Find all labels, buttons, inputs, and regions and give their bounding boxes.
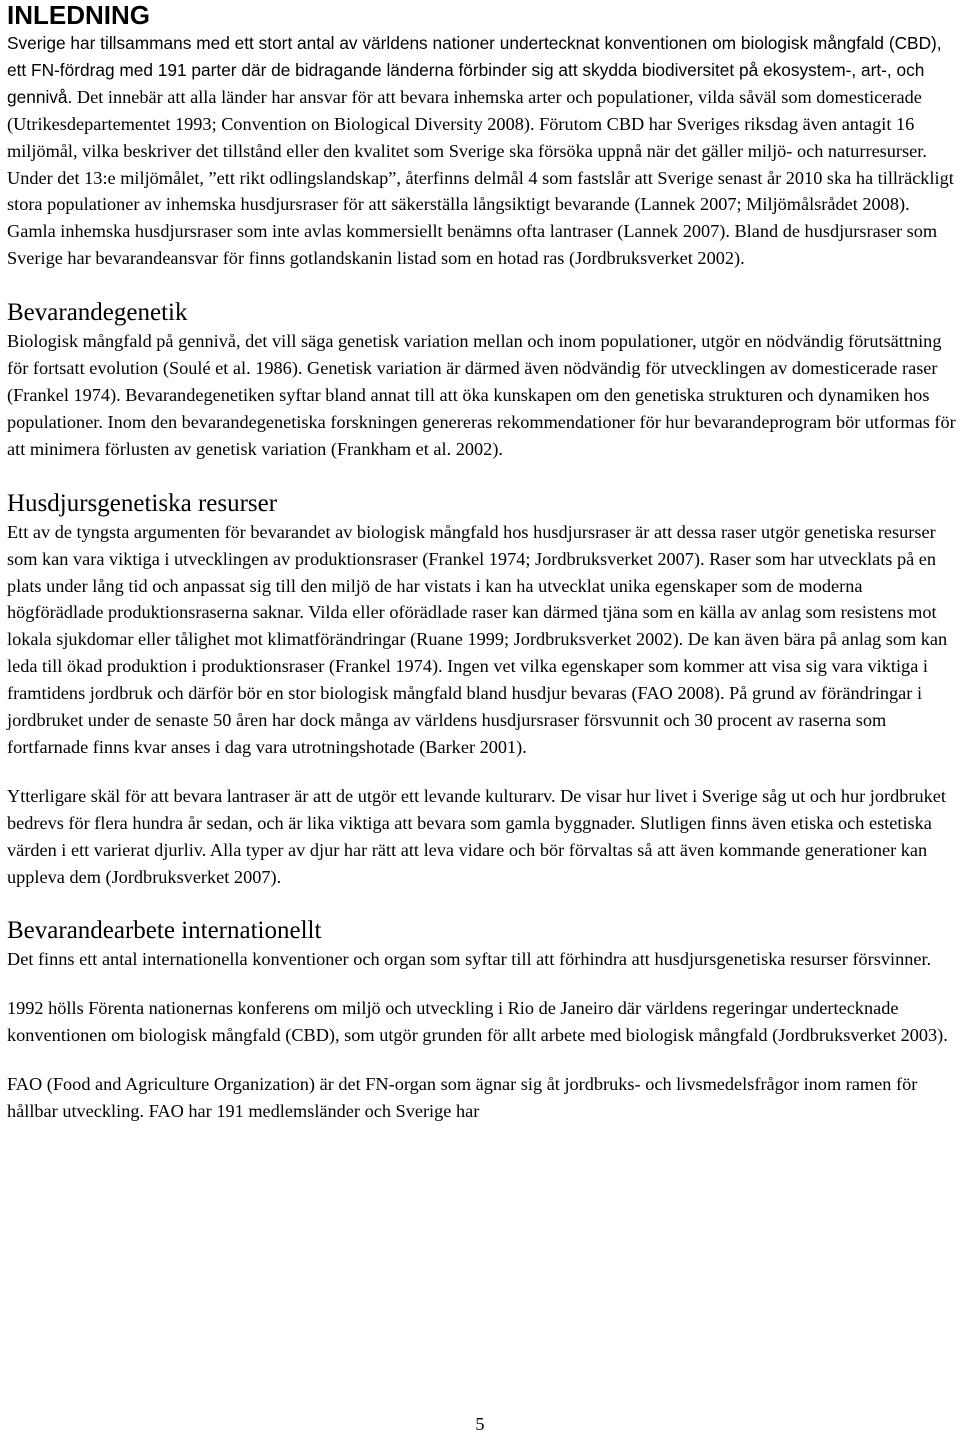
page-number: 5	[475, 1414, 485, 1434]
paragraph-bevarandearbete-3: FAO (Food and Agriculture Organization) är det FN-organ som ägnar sig åt jordbruks- och livsmedelsfrågor inom ramen för hållbar utveckling. FAO har 191 medlemsländer och Sverige har	[7, 1074, 918, 1122]
paragraph-husdjursgenetiska-1: Ett av de tyngsta argumenten för bevarandet av biologisk mångfald hos husdjursraser är att dessa raser utgör genetiska resurser som kan vara viktiga i utvecklingen av produktionsraser (Frankel 1974; Jordbruksverket 2007). Raser som har utvecklats på en plats under lång tid och anpassat sig till den miljö de har vistats i kan ha utvecklat unika egenskaper som de moderna högförädlade produktionsraserna saknar. Vilda eller oförädlade raser kan därmed tjäna som en källa av anlag som resistens mot lokala sjukdomar eller tålighet mot klimatförändringar (Ruane 1999; Jordbruksverket 2002). De kan även bära på anlag som kan leda till ökad produktion i produktionsraser (Frankel 1974). Ingen vet vilka egenskaper som kommer att visa sig vara viktiga i framtidens jordbruk och därför bör en stor biologisk mångfald bland husdjur bevaras (FAO 2008). På grund av förändringar i jordbruket under de senaste 50 åren har dock många av världens husdjursraser försvunnit och 30 procent av raserna som fortfarnade finns kvar anses i dag vara utrotningshotade (Barker 2001).	[7, 521, 948, 757]
section-heading-bevarandearbete: Bevarandearbete internationellt	[7, 917, 322, 945]
paragraph-inledning-serif-run: Det innebär att alla länder har ansvar för att bevara inhemska arter och populationer, vilda såväl som domesticerade (Utrikesdepartementet 1993; Convention on Biological Diversity 2008). Förutom CBD har Sveriges riksdag även antagit 16 miljömål, vilka beskriver det tillstånd eller den kvalitet som Sverige ska försöka uppnå när det gäller miljö- och naturresurser. Under det 13:e miljömålet, ”ett rikt odlingslandskap”, återfinns delmål 4 som fastslår att Sverige senast år 2010 ska ha tillräckligt stora populationer av inhemska husdjursraser för att säkerställa långsiktigt bevarande (Lannek 2007; Miljömålsrådet 2008). Gamla inhemska husdjursraser som inte avlas kommersiellt benämns ofta lantraser (Lannek 2007). Bland de husdjursraser som Sverige har bevarandeansvar för finns gotlandskanin listad som en hotad ras (Jordbruksverket 2002).	[7, 86, 954, 269]
paragraph-inledning	[7, 30, 957, 272]
paragraph-bevarandegenetik: Biologisk mångfald på gennivå, det vill säga genetisk variation mellan och inom populationer, utgör en nödvändig förutsättning för fortsatt evolution (Soulé et al. 1986). Genetisk variation är därmed även nödvändig för utvecklingen av domesticerade raser (Frankel 1974). Bevarandegenetiken syftar bland annat till att öka kunskapen om den genetiska strukturen och dynamiken hos populationer. Inom den bevarandegenetiska forskningen genereras rekommendationer för hur bevarandeprogram bör utformas för att minimera förlusten av genetisk variation (Frankham et al. 2002).	[7, 331, 956, 459]
paragraph-bevarandearbete-2: 1992 hölls Förenta nationernas konferens om miljö och utveckling i Rio de Janeiro där världens regeringar undertecknade konventionen om biologisk mångfald (CBD), som utgör grunden för allt arbete med biologisk mångfald (Jordbruksverket 2003).	[7, 998, 948, 1046]
section-heading-bevarandegenetik: Bevarandegenetik	[7, 299, 188, 327]
paragraph-husdjursgenetiska-2: Ytterligare skäl för att bevara lantraser är att de utgör ett levande kulturarv. De visar hur livet i Sverige såg ut och hur jordbruket bedrevs för flera hundra år sedan, och är lika viktiga att bevara som gamla byggnader. Slutligen finns även etiska och estetiska värden i ett varierat djurliv. Alla typer av djur har rätt att leva vidare och bör förvaltas så att även kommande generationer kan uppleva dem (Jordbruksverket 2007).	[7, 785, 946, 887]
section-heading-husdjursgenetiska: Husdjursgenetiska resurser	[7, 489, 278, 517]
section-heading-inledning: INLEDNING	[7, 0, 150, 30]
document-page	[7, 0, 957, 1125]
paragraph-inledning-sans-run: Sverige har tillsammans med ett stort antal av världens nationer undertecknat konventionen om biologisk mångfald (CBD), ett FN-fördrag med 191 parter där de bidragande länderna förbinder sig att skydda biodiversitet på ekosystem-, art-, och gennivå.	[7, 33, 942, 107]
paragraph-bevarandearbete-1: Det finns ett antal internationella konventioner och organ som syftar till att förhindra att husdjursgenetiska resurser försvinner.	[7, 949, 932, 970]
